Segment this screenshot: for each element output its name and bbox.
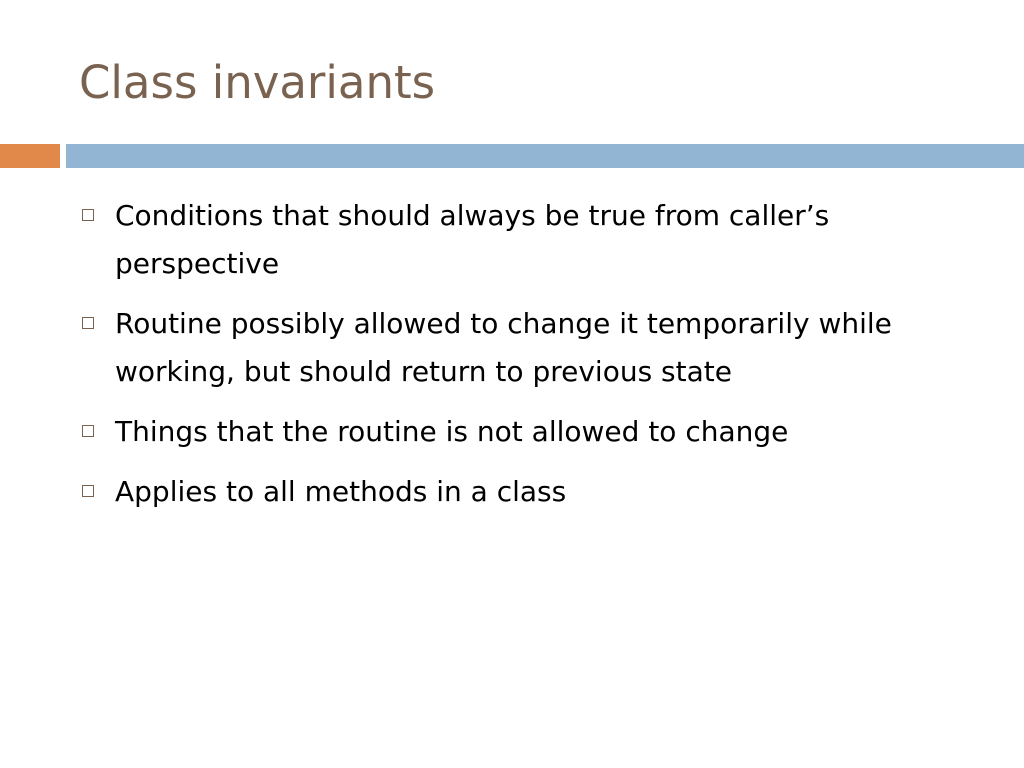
hollow-square-bullet-icon	[82, 425, 94, 437]
slide-title: Class invariants	[79, 56, 436, 109]
bullet-list	[82, 192, 982, 528]
bullet-item	[82, 408, 982, 456]
bullet-item	[82, 192, 982, 288]
bullet-text: Conditions that should always be true from caller’s perspective	[115, 199, 830, 280]
hollow-square-bullet-icon	[82, 317, 94, 329]
bullet-text: Things that the routine is not allowed to change	[115, 415, 789, 448]
bullet-item	[82, 468, 982, 516]
hollow-square-bullet-icon	[82, 209, 94, 221]
bullet-item	[82, 300, 982, 396]
bullet-text: Routine possibly allowed to change it temporarily while working, but should return to previous state	[115, 307, 892, 388]
hollow-square-bullet-icon	[82, 485, 94, 497]
accent-bar-orange	[0, 144, 60, 168]
bullet-text: Applies to all methods in a class	[115, 475, 567, 508]
accent-bar-blue	[66, 144, 1024, 168]
